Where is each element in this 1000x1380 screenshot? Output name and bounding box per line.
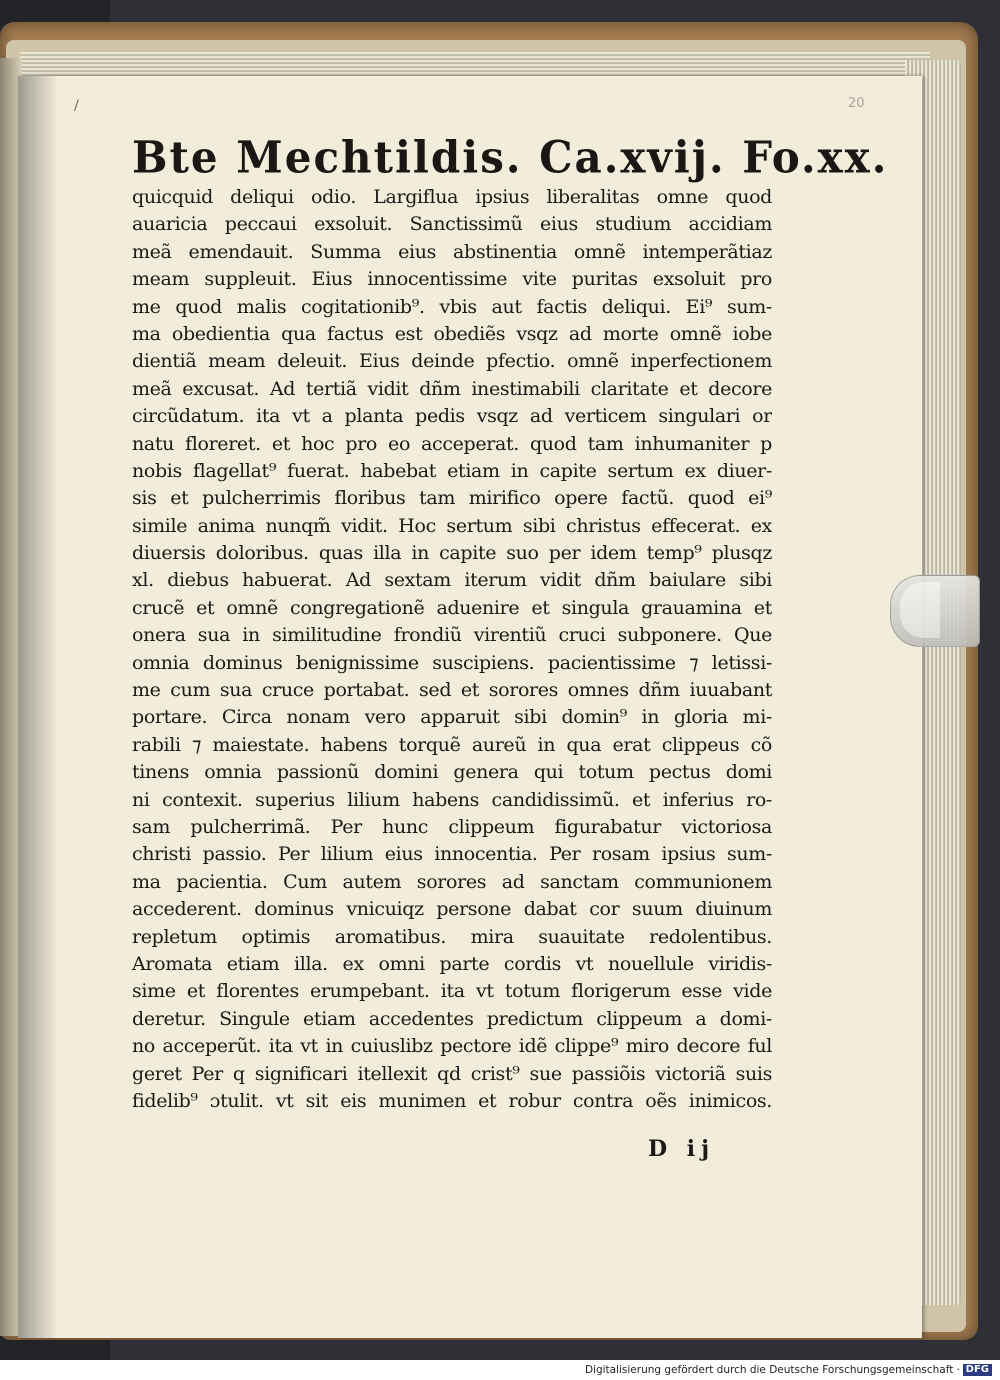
text-line: meã excusat. Ad tertiã vidit dñm inestimabili claritate et decore [132,377,772,400]
page-gutter-shadow [18,76,58,1338]
text-line: christi passio. Per lilium eius innocentia. Per rosam ipsius sum- [132,843,772,866]
text-line: auaricia peccaui exsoluit. Sanctissimũ eius studium accidiam [132,213,772,236]
text-line: no acceperũt. ita vt in cuiuslibz pectore idẽ clippe⁹ miro decore ful [132,1035,772,1058]
text-line: sis et pulcherrimis floribus tam mirifico opere factũ. quod ei⁹ [132,487,772,510]
text-line: meam suppleuit. Eius innocentissime vite puritas exsoluit pro [132,268,772,291]
text-line: me cum sua cruce portabat. sed et sorores omnes dñm iuuabant [132,679,772,702]
margin-mark: / [74,98,79,114]
text-line: dientiã meam deleuit. Eius deinde pfectio. omnẽ inperfectionem [132,350,772,373]
text-line: sime et florentes erumpebant. ita vt totum florigerum esse vide [132,980,772,1003]
signature-mark: D ij [648,1136,716,1162]
text-line: xl. diebus habuerat. Ad sextam iterum vidit dñm baiulare sibi [132,569,772,592]
text-block [132,131,889,1115]
page-edges-top [20,52,930,76]
text-line: meã emendauit. Summa eius abstinentia omnẽ intemperãtiaz [132,240,772,263]
text-line: rabili ⁊ maiestate. habens torquẽ aureũ in qua erat clippeus cõ [132,733,772,756]
text-line: accederent. dominus vnicuiqz persone dabat cor suum diuinum [132,898,772,921]
text-line: deretur. Singule etiam accedentes predictum clippeum a domi- [132,1007,772,1030]
text-line: sam pulcherrimã. Per hunc clippeum figurabatur victoriosa [132,815,772,838]
text-line: ma pacientia. Cum autem sorores ad sanctam communionem [132,870,772,893]
text-line: repletum optimis aromatibus. mira suauitate redolentibus. [132,925,772,948]
clip-highlight [900,582,940,638]
footer-credit: Digitalisierung gefördert durch die Deutsche Forschungsgemeinschaft · [584,1364,960,1376]
text-line: diuersis doloribus. quas illa in capite suo per idem temp⁹ plusqz [132,542,772,565]
body-text [132,184,772,1115]
text-line: circũdatum. ita vt a planta pedis vsqz ad verticem singulari or [132,405,772,428]
text-line: onera sua in similitudine frondiũ virentiũ cruci subponere. Que [132,624,772,647]
text-line: portare. Circa nonam vero apparuit sibi domin⁹ in gloria mi- [132,706,772,729]
pencil-folio-number: 20 [848,96,865,111]
dfg-logo: DFG [963,1364,992,1376]
text-line: me quod malis cogitationib⁹. vbis aut factis deliqui. Ei⁹ sum- [132,295,772,318]
text-line: fidelib⁹ ɔtulit. vt sit eis munimen et robur contra oẽs inimicos. [132,1089,772,1112]
text-line: natu floreret. et hoc pro eo acceperat. quod tam inhumaniter p [132,432,772,455]
text-line: ni contexit. superius lilium habens candidissimũ. et inferius ro- [132,788,772,811]
text-line: Aromata etiam illa. ex omni parte cordis vt nouellule viridis- [132,952,772,975]
text-line: tinens omnia passionũ domini genera qui totum pectus domi [132,761,772,784]
running-head: Bte Mechtildis. Ca.xvij. Fo.xx. [132,131,889,184]
text-line: nobis flagellat⁹ fuerat. habebat etiam in capite sertum ex diuer- [132,459,772,482]
text-line: simile anima nunqm̃ vidit. Hoc sertum sibi christus effecerat. ex [132,514,772,537]
text-line: crucẽ et omnẽ congregationẽ aduenire et singula grauamina et [132,596,772,619]
text-line: quicquid deliqui odio. Largiflua ipsius liberalitas omne quod [132,186,772,208]
text-line: omnia dominus benignissime suscipiens. pacientissime ⁊ letissi- [132,651,772,674]
text-line: ma obedientia qua factus est obediẽs vsqz ad morte omnẽ iobe [132,322,772,345]
text-line: geret Per q significari itellexit qd crist⁹ sue passiõis victoriã suis [132,1062,772,1085]
